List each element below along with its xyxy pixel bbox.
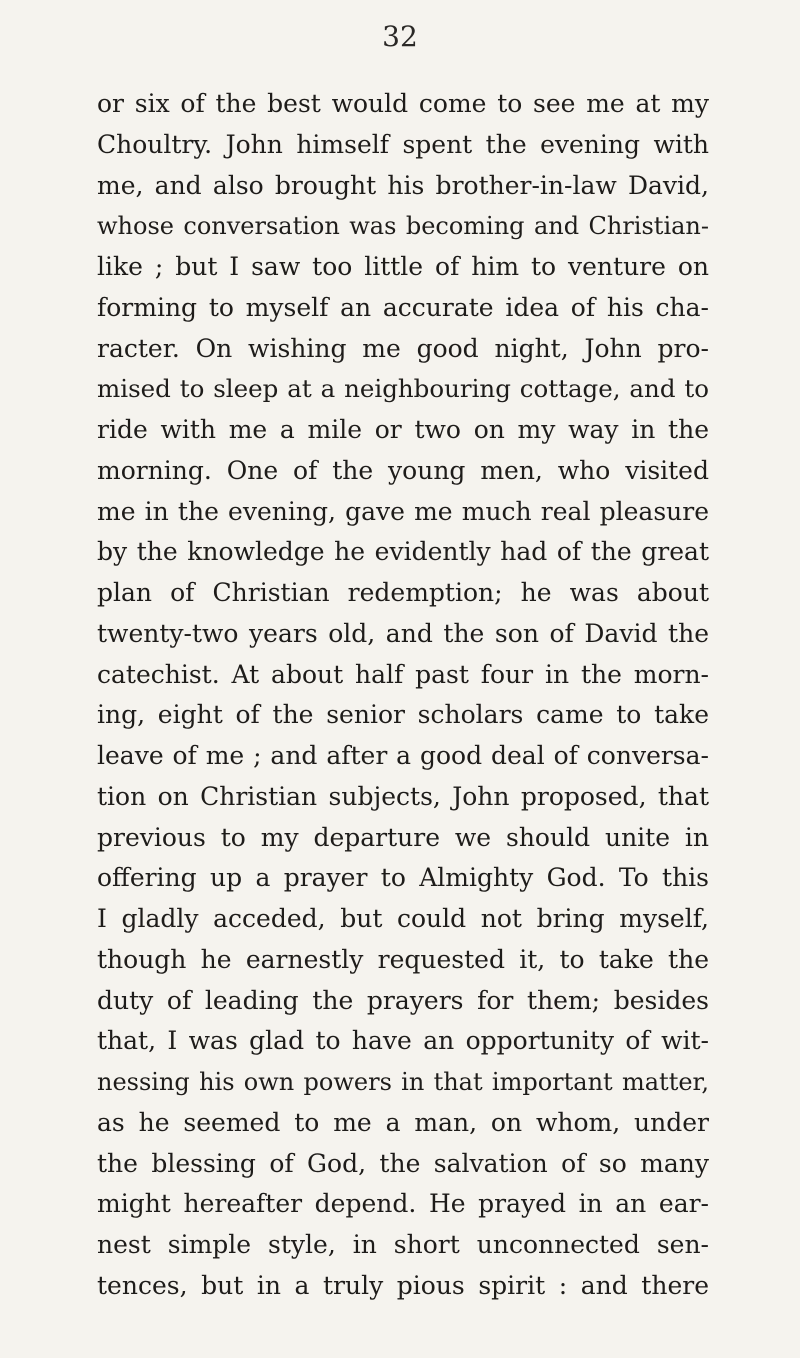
text-line: racter. On wishing me good night, John pro- xyxy=(97,333,709,363)
text-line: offering up a prayer to Almighty God. To this xyxy=(97,863,709,893)
text-line: Choultry. John himself spent the evening with xyxy=(97,129,709,159)
text-line: forming to myself an accurate idea of his cha- xyxy=(97,292,709,322)
text-line: nessing his own powers in that important matter, xyxy=(97,1068,709,1096)
text-line: by the knowledge he evidently had of the great xyxy=(97,537,709,567)
text-line: twenty-two years old, and the son of David the xyxy=(97,618,709,648)
text-line: me in the evening, gave me much real pleasure xyxy=(97,496,709,526)
text-line: that, I was glad to have an opportunity of wit- xyxy=(97,1026,709,1056)
text-line: though he earnestly requested it, to take the xyxy=(97,944,709,974)
text-line: catechist. At about half past four in the morn- xyxy=(97,659,709,689)
text-line: ing, eight of the senior scholars came to take xyxy=(97,700,709,730)
text-line: like ; but I saw too little of him to venture on xyxy=(97,252,709,281)
text-line: tences, but in a truly pious spirit : and there xyxy=(97,1270,709,1300)
text-line: me, and also brought his brother-in-law David, xyxy=(97,170,709,200)
text-line: might hereafter depend. He prayed in an ear- xyxy=(97,1189,709,1219)
text-line: ride with me a mile or two on my way in the xyxy=(97,415,709,444)
text-line: plan of Christian redemption; he was about xyxy=(97,578,709,607)
text-line: or six of the best would come to see me at my xyxy=(97,89,709,118)
page-number: 32 xyxy=(382,20,418,53)
text-line: as he seemed to me a man, on whom, under xyxy=(97,1107,709,1137)
text-line: previous to my departure we should unite in xyxy=(97,822,709,852)
body-text xyxy=(97,84,709,1307)
text-line: morning. One of the young men, who visited xyxy=(97,455,709,485)
text-line: nest simple style, in short unconnected sen- xyxy=(97,1230,709,1259)
text-line: mised to sleep at a neighbouring cottage, and to xyxy=(97,374,709,404)
text-line: tion on Christian subjects, John proposed, that xyxy=(97,781,709,811)
text-line: duty of leading the prayers for them; besides xyxy=(97,985,709,1015)
text-line: leave of me ; and after a good deal of conversa- xyxy=(97,741,709,770)
text-line: I gladly acceded, but could not bring myself, xyxy=(97,904,709,933)
text-line: the blessing of God, the salvation of so many xyxy=(97,1148,709,1178)
text-line: whose conversation was becoming and Christian- xyxy=(97,212,709,241)
